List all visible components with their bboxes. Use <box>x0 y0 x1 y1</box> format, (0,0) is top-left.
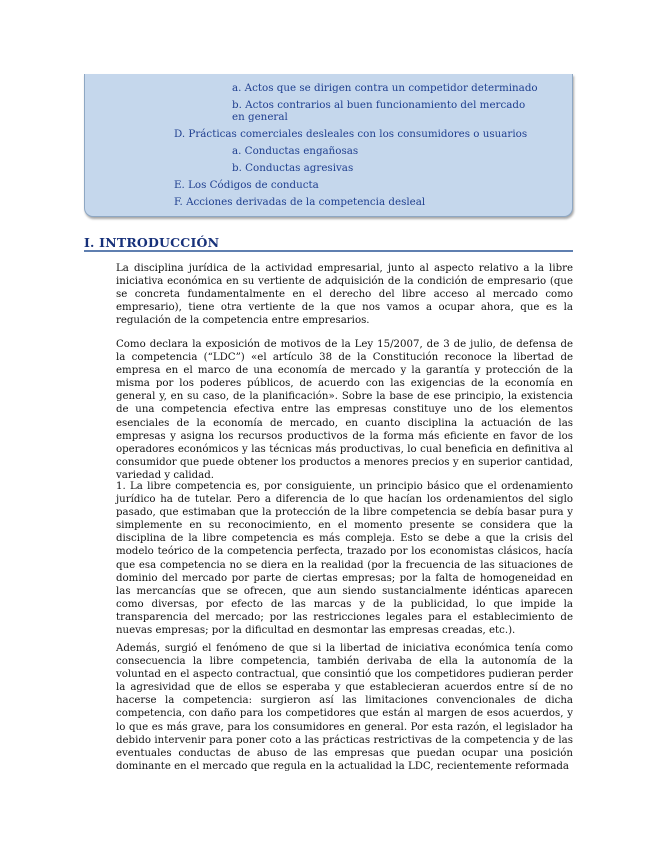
toc-item-d-b[interactable]: b. Conductas agresivas <box>232 162 354 174</box>
section-heading: I. INTRODUCCIÓN <box>84 235 220 250</box>
toc-item-c-a[interactable]: a. Actos que se dirigen contra un competidor determinado <box>232 82 538 94</box>
paragraph-2: Como declara la exposición de motivos de la Ley 15/2007, de 3 de julio, de defensa de la competencia (“LDC”) «el artículo 38 de la Constitución reconoce la libertad de empresa en el marco de una economía de mercado y la garantía y protección de la misma por los poderes públicos, de acuerdo con las exigencias de la economía en general y, en su caso, de la planificación». Sobre la base de ese principio, la existencia de una competencia efectiva entre las empresas constituye uno de los elementos esenciales de la economía de mercado, en cuanto disciplina la actuación de las empresas y asigna los recursos productivos de la forma más eficiente en favor de los operadores económicos y las técnicas más productivas, lo cual beneficia en definitiva al consumidor que puede obtener los productos a menores precios y en superior cantidad, variedad y calidad. <box>116 339 573 481</box>
toc-item-c-b[interactable]: b. Actos contrarios al buen funcionamiento del mercado en general <box>232 99 526 123</box>
paragraph-3: 1. La libre competencia es, por consiguiente, un principio básico que el ordenamiento jurídico ha de tutelar. Pero a diferencia de lo que hacían los ordenamientos del siglo pasado, que estimaban que la protección de la libre competencia se debía basar pura y simplemente en su reconocimiento, en el momento presente se considera que la disciplina de la libre competencia es más compleja. Esto se debe a que la crisis del modelo teórico de la competencia perfecta, trazado por los economistas clásicos, hacía que esa competencia no se diera en la realidad (por la frecuencia de las situaciones de dominio del mercado por parte de ciertas empresas; por la falta de homogeneidad en las mercancías que se ofrecen, que aun siendo sustancialmente idénticas aparecen como diversas, por efecto de las marcas y de la publicidad, lo que impide la transparencia del mercado; por las restricciones legales para el establecimiento de nuevas empresas; por la dificultad en desmontar las empresas creadas, etc.). <box>116 481 573 637</box>
toc-item-d[interactable]: D. Prácticas comerciales desleales con los consumidores o usuarios <box>174 128 528 140</box>
paragraph-4: Además, surgió el fenómeno de que si la libertad de iniciativa económica tenía como consecuencia la libre competencia, también derivaba de ella la autonomía de la voluntad en el aspecto contractual, que consintió que los competidores pudieran perder la agresividad que de ellos se esperaba y que establecieran acuerdos entre sí de no hacerse la competencia: surgieron así las limitaciones convencionales de dicha competencia, con daño para los competidores que están al margen de esos acuerdos, y lo que es más grave, para los consumidores en general. Por esta razón, el legislador ha debido intervenir para poner coto a las prácticas restrictivas de la competencia y de las eventuales conductas de abuso de las empresas que puedan ocupar una posición dominante en el mercado que regula en la actualidad la LDC, recientemente reformada <box>116 643 573 772</box>
heading-divider <box>84 250 573 252</box>
toc-item-f[interactable]: F. Acciones derivadas de la competencia desleal <box>174 196 426 208</box>
toc-item-e[interactable]: E. Los Códigos de conducta <box>174 179 319 191</box>
paragraph-1: La disciplina jurídica de la actividad empresarial, junto al aspecto relativo a la libre iniciativa económica en su vertiente de adquisición de la condición de empresario (que se concreta fundamentalmente en el derecho del libre acceso al mercado como empresario), tiene otra vertiente de la que nos vamos a ocupar ahora, que es la regulación de la competencia entre empresarios. <box>116 263 573 327</box>
toc-item-d-a[interactable]: a. Conductas engañosas <box>232 145 359 157</box>
